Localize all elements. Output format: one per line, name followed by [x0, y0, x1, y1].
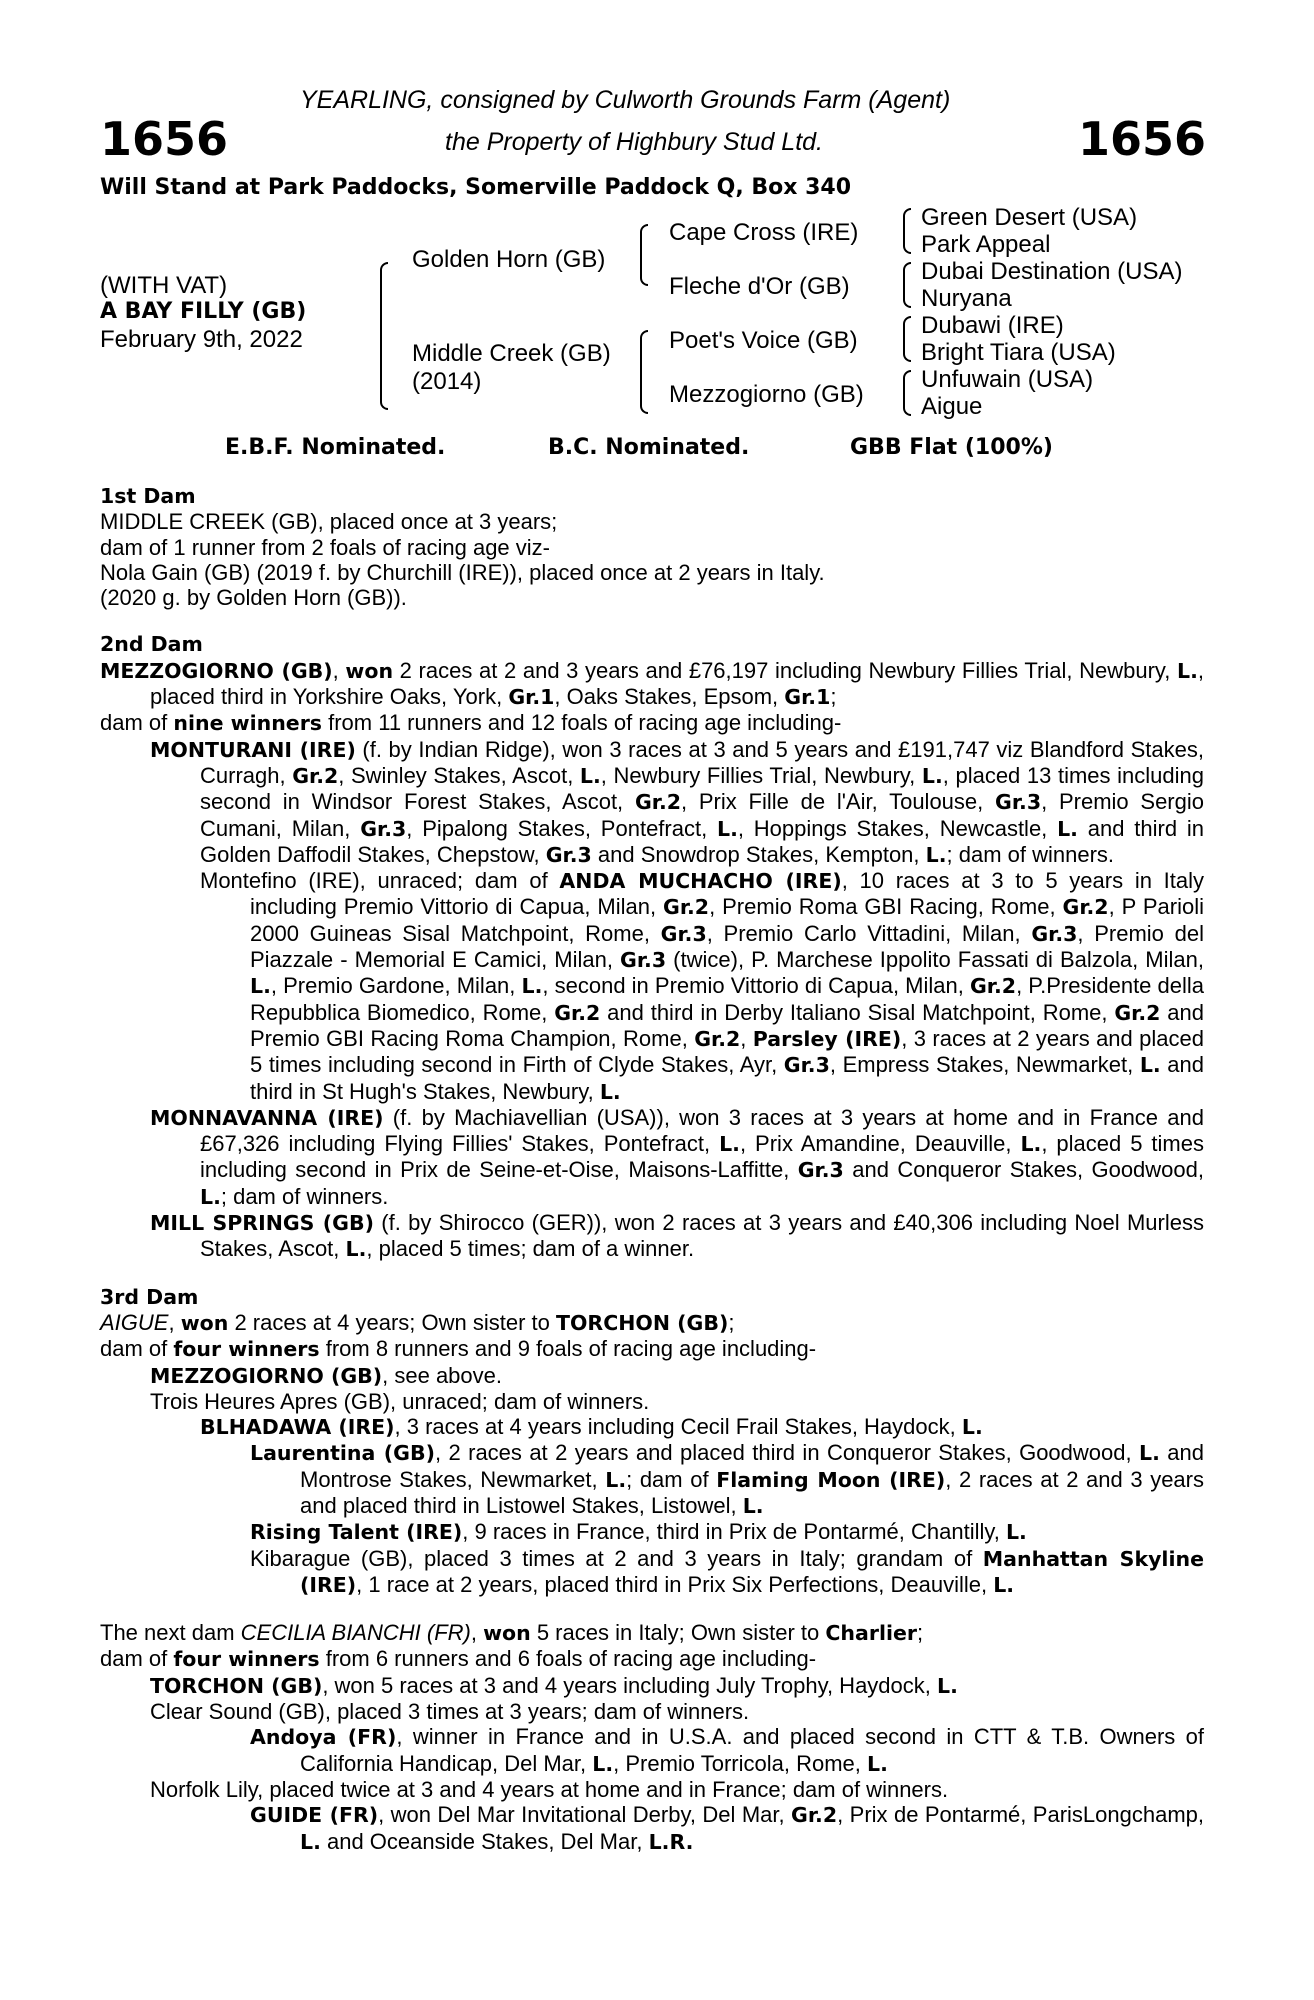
vat-note: (WITH VAT) — [100, 272, 228, 299]
text-run: and third in St Hugh's Stakes, Newbury, — [250, 1052, 1205, 1104]
section-gap — [100, 1598, 1204, 1620]
pedigree-bracket-sd — [903, 262, 911, 308]
text-run: dam of 1 runner from 2 foals of racing age viz- — [100, 534, 550, 560]
text-run: four winners — [173, 1337, 320, 1362]
text-run: Gr.3 — [360, 816, 407, 841]
text-run: MONTURANI (IRE) — [150, 737, 356, 762]
text-run: , 3 races at 4 years including Cecil Frail Stakes, Haydock, — [394, 1414, 962, 1440]
text-run: , Swinley Stakes, Ascot, — [338, 762, 580, 788]
record-paragraph — [100, 1699, 1204, 1724]
gbb-nomination: GBB Flat (100%) — [850, 435, 1053, 460]
text-run: , second in Premio Vittorio di Capua, Milan, — [542, 973, 970, 999]
record-paragraph — [100, 737, 1204, 868]
record-paragraph — [100, 1724, 1204, 1777]
text-run: MILL SPRINGS (GB) — [150, 1211, 374, 1236]
record-paragraph — [100, 1646, 1204, 1672]
bc-nomination: B.C. Nominated. — [548, 435, 750, 460]
consignment-line: YEARLING, consigned by Culworth Grounds Farm (Agent) — [300, 86, 951, 114]
text-run: and third in Derby Italiano Sisal Matchpoint, Rome, — [600, 999, 1115, 1025]
text-run: , placed 13 times including second in Windsor Forest Stakes, Ascot, — [200, 762, 1204, 815]
ebf-nomination: E.B.F. Nominated. — [225, 435, 446, 460]
text-run: Gr.1 — [784, 685, 831, 710]
text-run: L. — [1139, 1053, 1161, 1078]
record-paragraph — [100, 1673, 1204, 1699]
text-run: Gr.2 — [969, 974, 1017, 999]
section-gap — [100, 610, 1204, 632]
stand-location: Will Stand at Park Paddocks, Somerville Paddock Q, Box 340 — [100, 175, 852, 200]
dsd-name: Bright Tiara (USA) — [921, 339, 1116, 366]
text-run: , placed 5 times; dam of a winner. — [366, 1236, 695, 1262]
text-run: from 8 runners and 9 foals of racing age including- — [319, 1336, 817, 1362]
lot-name: A BAY FILLY (GB) — [100, 299, 307, 324]
sds-name: Dubai Destination (USA) — [921, 258, 1183, 285]
record-paragraph — [100, 585, 1204, 610]
text-run: from 6 runners and 6 foals of racing age including- — [319, 1646, 817, 1672]
text-run: and Conqueror Stakes, Goodwood, — [843, 1157, 1204, 1183]
text-run: AIGUE — [100, 1309, 169, 1335]
text-run: Gr.2 — [791, 1803, 838, 1828]
text-run: MONNAVANNA (IRE) — [150, 1105, 384, 1130]
text-run: CECILIA BIANCHI (FR) — [240, 1620, 471, 1646]
text-run: , placed 5 times including second in Prix de Seine-et-Oise, Maisons-Laffitte, — [200, 1131, 1204, 1183]
text-run: ANDA MUCHACHO (IRE) — [559, 869, 842, 894]
text-run: L. — [592, 1751, 614, 1776]
text-run: , 2 races at 2 and 3 years and placed third in Listowel Stakes, Listowel, — [300, 1466, 1204, 1518]
text-run: , P.Presidente della Repubblica Biomedico, Rome, — [250, 973, 1205, 1025]
text-run: four winners — [173, 1647, 320, 1672]
pedigree-bracket-sire — [640, 224, 648, 286]
produce-record — [100, 484, 1204, 1855]
text-run: Charlier — [825, 1621, 918, 1646]
text-run: Gr.2 — [1062, 895, 1109, 920]
text-run: L. — [1020, 1132, 1042, 1157]
text-run: GUIDE (FR) — [250, 1803, 379, 1828]
text-run: TORCHON (GB) — [556, 1310, 729, 1335]
text-run: (2020 g. by Golden Horn (GB)). — [100, 585, 407, 611]
record-paragraph — [100, 509, 1204, 534]
text-run: TORCHON (GB) — [150, 1673, 323, 1698]
text-run: Gr.2 — [634, 790, 682, 815]
dam-sire: Poet's Voice (GB) — [669, 327, 858, 354]
text-run: won — [345, 658, 394, 683]
text-run: MEZZOGIORNO (GB) — [100, 658, 333, 683]
text-run: L. — [1139, 1441, 1160, 1466]
text-run: , 3 races at 2 years and placed 5 times including second in Firth of Clyde Stakes, Ayr, — [250, 1025, 1204, 1078]
text-run: L. — [345, 1237, 367, 1262]
record-paragraph — [100, 658, 1204, 711]
text-run: ; — [830, 684, 837, 710]
text-run: Gr.3 — [620, 948, 667, 973]
text-run: Gr.2 — [554, 1000, 601, 1025]
text-run: , — [470, 1620, 484, 1646]
text-run: MIDDLE CREEK (GB), placed once at 3 years; — [100, 509, 558, 535]
text-run: , won 5 races at 3 and 4 years including July Trophy, Haydock, — [322, 1672, 938, 1698]
pedigree-bracket-ss — [903, 208, 911, 254]
text-run: Clear Sound (GB), placed 3 times at 3 years; dam of winners. — [150, 1699, 750, 1725]
record-paragraph — [100, 535, 1204, 560]
text-run: , placed third in Yorkshire Oaks, York, — [150, 657, 1204, 710]
pedigree-bracket-ds — [903, 316, 911, 362]
text-run: ; dam of — [626, 1466, 717, 1492]
text-run: L. — [937, 1673, 958, 1698]
record-paragraph — [100, 1336, 1204, 1362]
pedigree-bracket-dd — [903, 370, 911, 416]
text-run: from 11 runners and 12 foals of racing age including- — [322, 710, 842, 736]
text-run: Flaming Moon (IRE) — [716, 1467, 946, 1492]
text-run: 2nd Dam — [100, 632, 203, 657]
section-heading — [100, 1285, 1204, 1310]
text-run: ; dam of winners. — [220, 1183, 389, 1209]
text-run: The next dam — [100, 1620, 241, 1646]
pedigree-bracket-dam — [640, 330, 648, 414]
text-run: , — [740, 1025, 753, 1051]
dam-year: (2014) — [412, 368, 482, 395]
section-gap — [100, 1263, 1204, 1285]
record-paragraph — [100, 1546, 1204, 1599]
text-run: Gr.2 — [292, 763, 339, 788]
text-run: , Pipalong Stakes, Pontefract, — [406, 815, 717, 841]
text-run: 5 races in Italy; Own sister to — [530, 1620, 826, 1646]
lot-number-right: 1656 — [1077, 112, 1206, 166]
foaling-date: February 9th, 2022 — [100, 326, 303, 353]
record-paragraph — [100, 1363, 1204, 1389]
record-paragraph — [100, 1210, 1204, 1263]
text-run: (f. by Shirocco (GER)), won 2 races at 3 years and £40,306 including Noel Murless Stakes, Ascot, — [200, 1210, 1204, 1262]
text-run: (twice), P. Marchese Ippolito Fassati di Balzola, Milan, — [666, 947, 1204, 973]
text-run: L. — [1177, 658, 1198, 683]
text-run: 3rd Dam — [100, 1284, 199, 1309]
text-run: ; — [917, 1620, 924, 1646]
property-line: the Property of Highbury Stud Ltd. — [445, 128, 823, 156]
record-paragraph — [100, 1440, 1204, 1519]
text-run: , won Del Mar Invitational Derby, Del Mar, — [378, 1802, 792, 1828]
record-paragraph — [100, 868, 1204, 1105]
dam-dam: Mezzogiorno (GB) — [669, 381, 864, 408]
text-run: dam of — [100, 710, 174, 736]
text-run: L.R. — [648, 1829, 694, 1854]
text-run: L. — [599, 1079, 621, 1104]
text-run: L. — [925, 842, 947, 867]
text-run: ; dam of winners. — [946, 841, 1115, 867]
text-run: , Premio Sergio Cumani, Milan, — [200, 789, 1204, 841]
text-run: and Premio GBI Racing Roma Champion, Rome, — [250, 999, 1204, 1051]
text-run: , Prix Fille de l'Air, Toulouse, — [681, 789, 996, 815]
section-heading — [100, 632, 1204, 657]
section-heading — [100, 484, 1204, 509]
text-run: 1st Dam — [100, 484, 196, 508]
sss-name: Green Desert (USA) — [921, 204, 1138, 231]
text-run: Manhattan Skyline (IRE) — [300, 1546, 1204, 1597]
record-paragraph — [100, 1389, 1204, 1414]
record-paragraph — [100, 560, 1204, 585]
text-run: , Premio del Piazzale - Memorial E Camici, Milan, — [250, 920, 1204, 973]
text-run: L. — [717, 816, 738, 841]
text-run: Gr.3 — [545, 842, 592, 867]
text-run: , winner in France and in U.S.A. and placed second in CTT & T.B. Owners of California Handicap, Del Mar, — [300, 1724, 1204, 1776]
lot-number-left: 1656 — [100, 112, 229, 166]
sire-name: Golden Horn (GB) — [412, 246, 606, 273]
text-run: , 2 races at 2 years and placed third in Conqueror Stakes, Goodwood, — [434, 1440, 1140, 1466]
text-run: Rising Talent (IRE) — [250, 1520, 463, 1545]
text-run: L. — [867, 1751, 888, 1776]
sire-sire: Cape Cross (IRE) — [669, 219, 859, 246]
text-run: and Snowdrop Stakes, Kempton, — [591, 841, 926, 867]
text-run: 2 races at 4 years; Own sister to — [228, 1309, 557, 1335]
record-paragraph — [100, 1802, 1204, 1855]
text-run: BLHADAWA (IRE) — [200, 1415, 395, 1440]
text-run: Laurentina (GB) — [250, 1441, 435, 1466]
text-run: Gr.3 — [783, 1053, 830, 1078]
text-run: , Premio Carlo Vittadini, Milan, — [706, 920, 1032, 946]
text-run: dam of — [100, 1646, 174, 1672]
text-run: Gr.2 — [1114, 1000, 1161, 1025]
text-run: nine winners — [173, 711, 322, 736]
text-run: , Premio Torricola, Rome, — [613, 1750, 868, 1776]
text-run: L. — [742, 1493, 764, 1518]
record-paragraph — [100, 1777, 1204, 1802]
text-run: Gr.2 — [663, 895, 710, 920]
text-run: , Newbury Fillies Trial, Newbury, — [600, 762, 922, 788]
text-run: L. — [961, 1415, 983, 1440]
text-run: Kibarague (GB), placed 3 times at 2 and 3 years in Italy; grandam of — [250, 1545, 983, 1571]
record-paragraph — [100, 1310, 1204, 1336]
text-run: L. — [719, 1132, 740, 1157]
record-paragraph — [100, 1620, 1204, 1646]
text-run: , Premio Roma GBI Racing, Rome, — [709, 894, 1063, 920]
text-run: Andoya (FR) — [250, 1725, 397, 1750]
ddd-name: Aigue — [921, 393, 983, 420]
dss-name: Dubawi (IRE) — [921, 312, 1064, 339]
text-run: , 10 races at 3 to 5 years in Italy including Premio Vittorio di Capua, Milan, — [250, 868, 1205, 920]
text-run: L. — [200, 1184, 221, 1209]
text-run: L. — [521, 974, 543, 999]
text-run: , Prix Amandine, Deauville, — [739, 1131, 1021, 1157]
record-paragraph — [100, 1414, 1204, 1440]
ssd-name: Park Appeal — [921, 231, 1051, 258]
dds-name: Unfuwain (USA) — [921, 366, 1094, 393]
text-run: , Oaks Stakes, Epsom, — [554, 684, 785, 710]
text-run: Montefino (IRE), unraced; dam of — [200, 868, 560, 894]
text-run: Gr.3 — [995, 790, 1042, 815]
text-run: , 9 races in France, third in Prix de Pontarmé, Chantilly, — [462, 1519, 1006, 1545]
text-run: (f. by Indian Ridge), won 3 races at 3 and 5 years and £191,747 viz Blandford Stakes, Curragh, — [200, 736, 1204, 788]
text-run: , — [332, 657, 346, 683]
text-run: L. — [993, 1572, 1015, 1597]
sdd-name: Nuryana — [921, 285, 1012, 312]
text-run: (f. by Machiavellian (USA)), won 3 races at 3 years at home and in France and £67,326 including Flying Fillies' Stakes, Pontefract, — [200, 1104, 1204, 1157]
text-run: won — [180, 1310, 229, 1335]
text-run: Gr.3 — [1031, 921, 1078, 946]
text-run: ; — [728, 1309, 735, 1335]
sire-dam: Fleche d'Or (GB) — [669, 273, 850, 300]
text-run: L. — [1057, 816, 1078, 841]
text-run: , Hoppings Stakes, Newcastle, — [737, 815, 1058, 841]
text-run: dam of — [100, 1336, 174, 1362]
dam-name: Middle Creek (GB) — [412, 340, 611, 367]
text-run: , P Parioli 2000 Guineas Sisal Matchpoint, Rome, — [250, 894, 1204, 946]
text-run: Parsley (IRE) — [752, 1026, 902, 1051]
pedigree-bracket-main — [380, 262, 388, 410]
text-run: MEZZOGIORNO (GB) — [150, 1363, 383, 1388]
record-paragraph — [100, 1519, 1204, 1545]
text-run: , see above. — [382, 1362, 503, 1388]
record-paragraph — [100, 710, 1204, 736]
text-run: Norfolk Lily, placed twice at 3 and 4 years at home and in France; dam of winners. — [150, 1776, 949, 1802]
text-run: L. — [921, 763, 943, 788]
text-run: won — [483, 1621, 531, 1646]
text-run: , Prix de Pontarmé, ParisLongchamp, — [837, 1802, 1205, 1828]
text-run: Trois Heures Apres (GB), unraced; dam of winners. — [150, 1388, 650, 1414]
text-run: , — [168, 1309, 181, 1335]
text-run: and Montrose Stakes, Newmarket, — [300, 1440, 1204, 1492]
text-run: L. — [579, 763, 601, 788]
text-run: Nola Gain (GB) (2019 f. by Churchill (IRE)), placed once at 2 years in Italy. — [100, 559, 825, 585]
text-run: and Oceanside Stakes, Del Mar, — [320, 1828, 649, 1854]
text-run: L. — [1005, 1520, 1027, 1545]
text-run: , Premio Gardone, Milan, — [270, 973, 522, 999]
text-run: Gr.2 — [694, 1026, 741, 1051]
text-run: Gr.3 — [660, 921, 707, 946]
text-run: L. — [250, 974, 271, 999]
text-run: Gr.3 — [797, 1158, 844, 1183]
text-run: , Empress Stakes, Newmarket, — [829, 1052, 1140, 1078]
text-run: and third in Golden Daffodil Stakes, Chepstow, — [200, 815, 1204, 867]
text-run: L. — [605, 1467, 627, 1492]
record-paragraph — [100, 1105, 1204, 1210]
text-run: L. — [300, 1829, 321, 1854]
text-run: Gr.1 — [508, 685, 555, 710]
text-run: , 1 race at 2 years, placed third in Prix Six Perfections, Deauville, — [356, 1571, 994, 1597]
text-run: 2 races at 2 and 3 years and £76,197 including Newbury Fillies Trial, Newbury, — [393, 657, 1178, 683]
